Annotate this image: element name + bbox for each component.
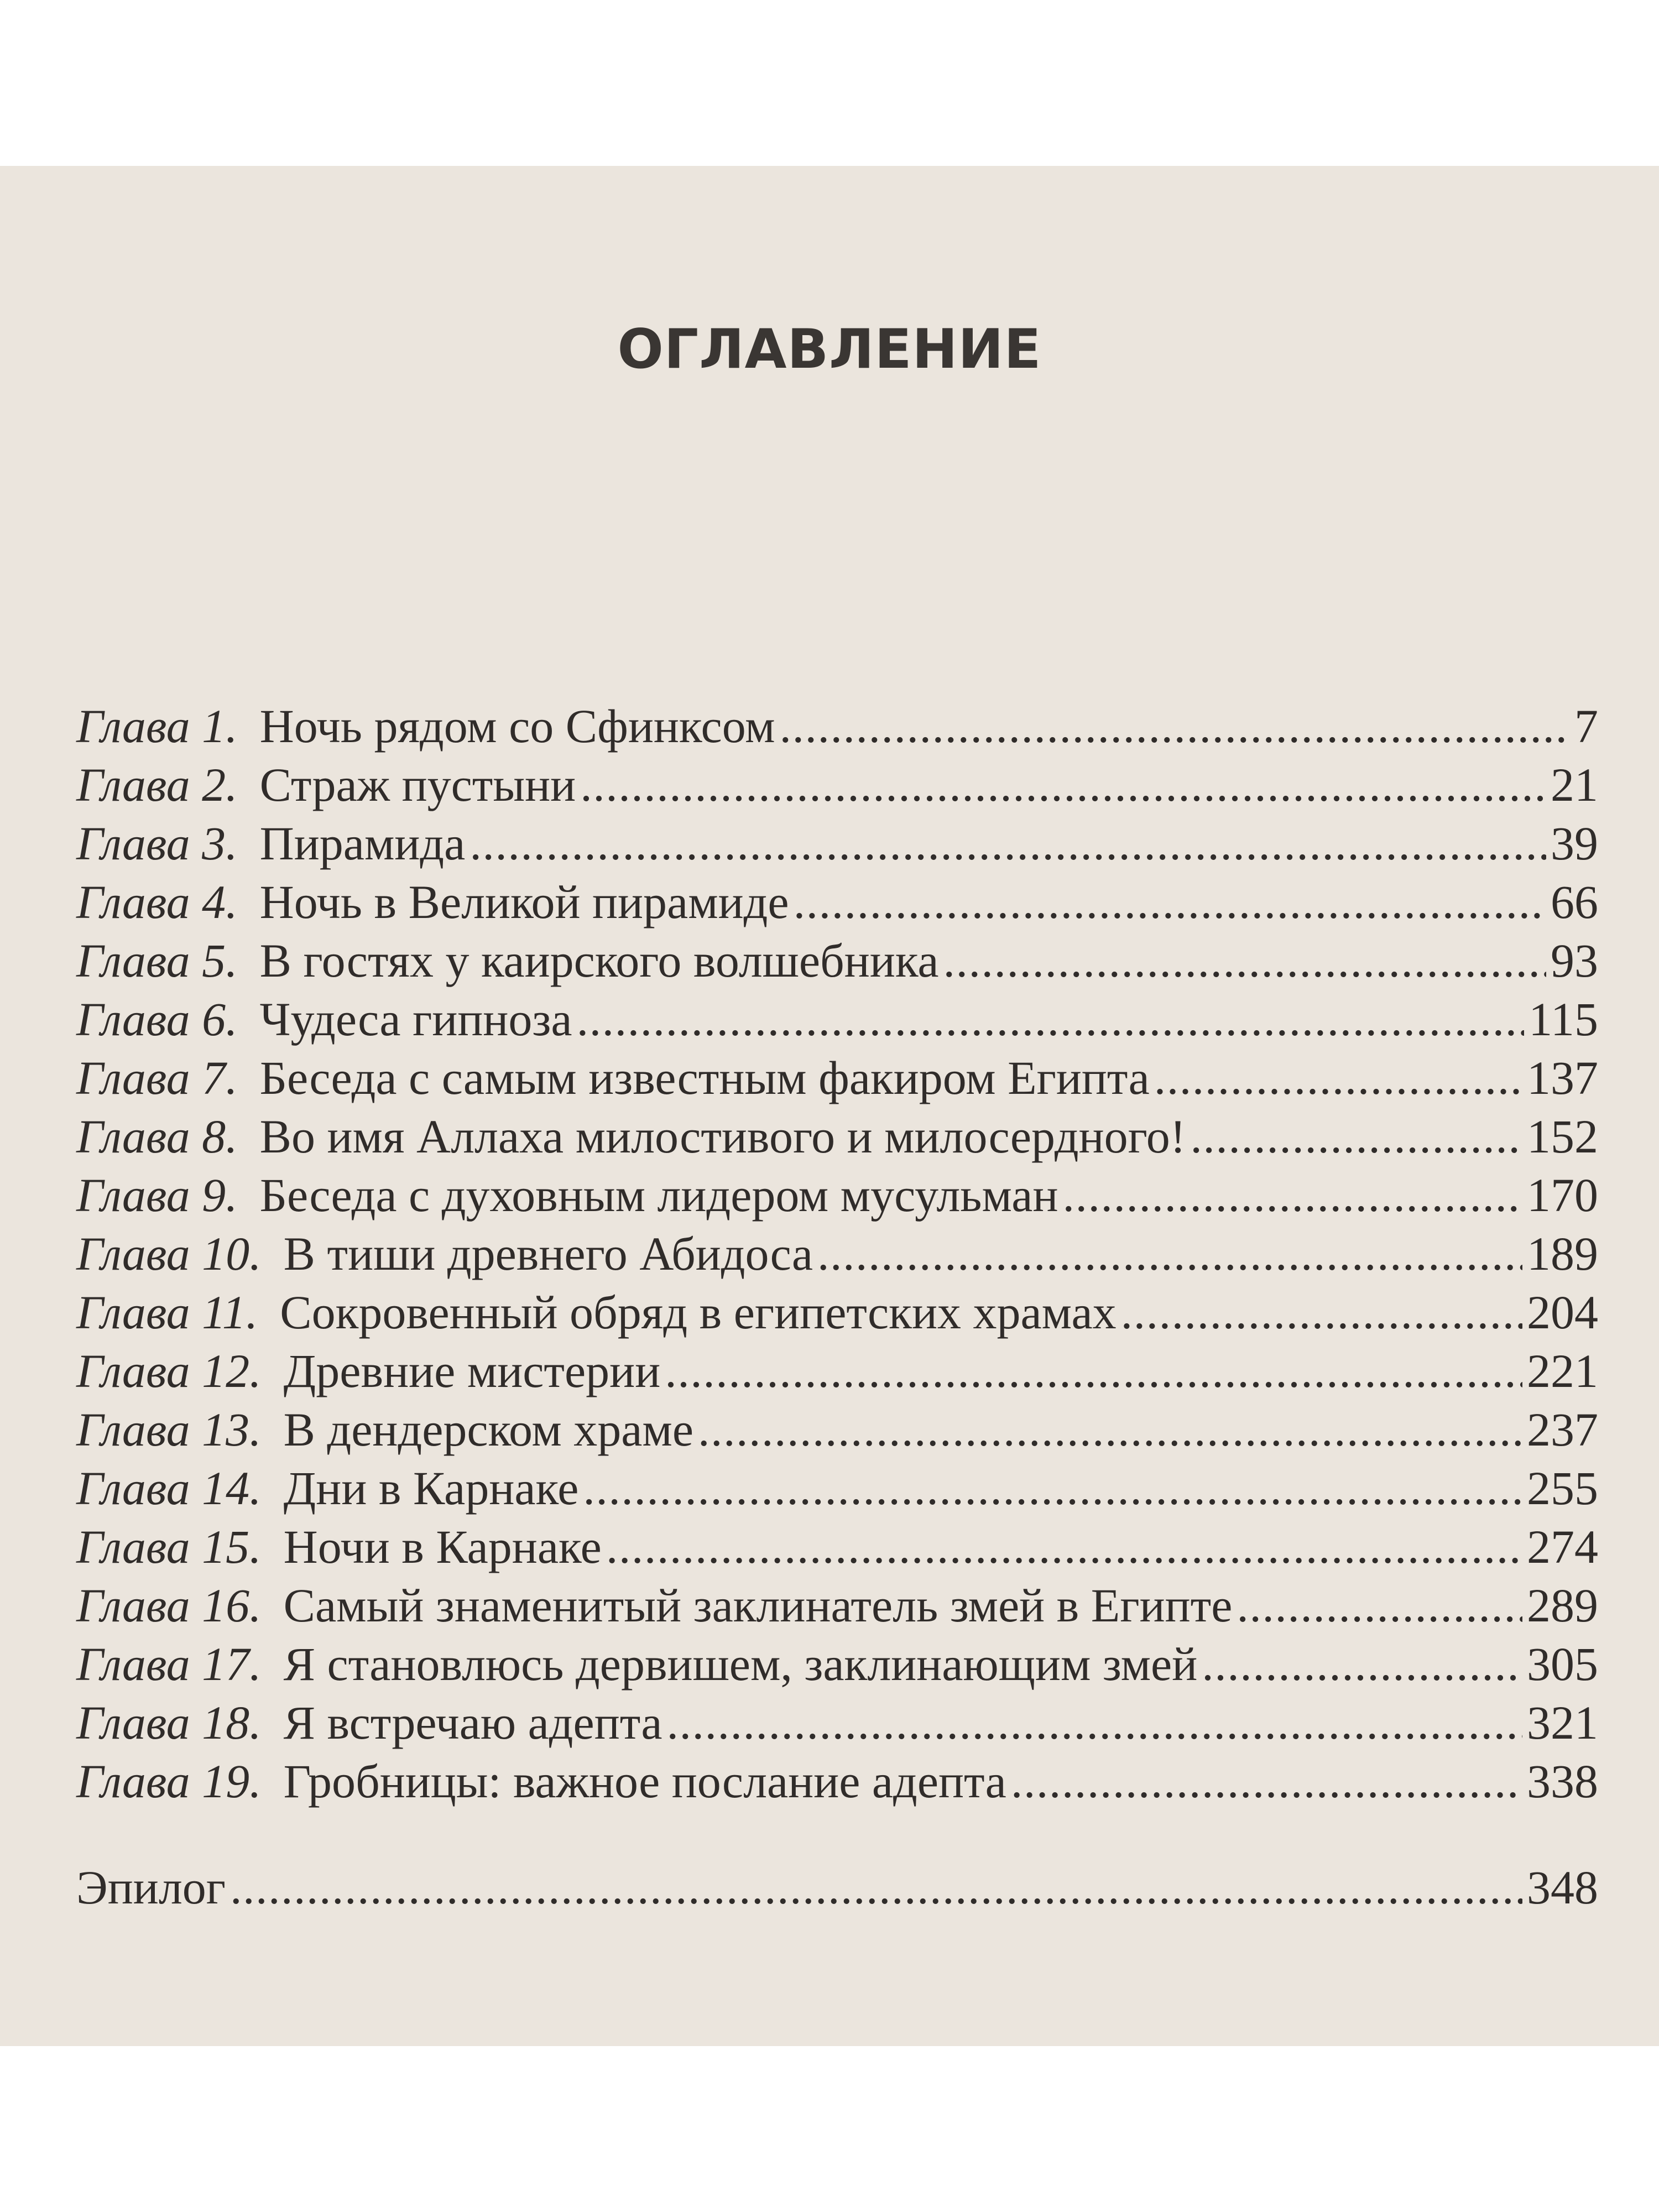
page-number: 338 <box>1527 1755 1598 1808</box>
toc-entry <box>76 931 1598 990</box>
dot-leader <box>667 1693 1522 1752</box>
chapter-number: Глава 3. <box>76 817 238 870</box>
dot-leader <box>230 1858 1522 1917</box>
page-number: 7 <box>1574 700 1598 753</box>
chapter-number: Глава 14. <box>76 1462 262 1515</box>
page-number: 152 <box>1527 1110 1598 1163</box>
chapter-title: Я встречаю адепта <box>283 1696 662 1749</box>
page-number: 255 <box>1527 1462 1598 1515</box>
dot-leader <box>1154 1048 1522 1107</box>
toc-entry <box>76 873 1598 931</box>
dot-leader <box>665 1342 1522 1400</box>
chapter-number: Глава 13. <box>76 1403 262 1456</box>
chapter-number: Глава 11. <box>76 1286 258 1339</box>
dot-leader <box>1121 1283 1522 1342</box>
toc-entry <box>76 1400 1598 1459</box>
chapter-title: Дни в Карнаке <box>283 1462 579 1515</box>
page-number: 348 <box>1527 1861 1598 1914</box>
toc-entry <box>76 1459 1598 1517</box>
dot-leader <box>583 1459 1522 1517</box>
page-number: 39 <box>1551 817 1598 870</box>
chapter-number: Глава 7. <box>76 1051 238 1104</box>
dot-leader <box>606 1517 1522 1576</box>
chapter-title: Ночь в Великой пирамиде <box>259 875 789 928</box>
dot-leader <box>817 1224 1522 1283</box>
page-number: 237 <box>1527 1403 1598 1456</box>
toc-entry <box>76 1107 1598 1166</box>
toc-entry <box>76 814 1598 873</box>
toc-entry <box>76 1517 1598 1576</box>
page-number: 137 <box>1527 1051 1598 1104</box>
dot-leader <box>943 931 1547 990</box>
page-number: 321 <box>1527 1696 1598 1749</box>
chapter-number: Глава 15. <box>76 1520 262 1573</box>
toc-entry <box>76 697 1598 755</box>
dot-leader <box>469 814 1546 873</box>
page-number: 221 <box>1527 1344 1598 1397</box>
chapter-number: Глава 12. <box>76 1344 262 1397</box>
toc-entry <box>76 1693 1598 1752</box>
chapter-number: Глава 8. <box>76 1110 238 1163</box>
epilogue-title: Эпилог <box>76 1861 226 1914</box>
dot-leader <box>1190 1107 1522 1166</box>
toc-entry <box>76 1048 1598 1107</box>
page-number: 189 <box>1527 1227 1598 1280</box>
dot-leader <box>780 697 1571 755</box>
page-number: 93 <box>1551 934 1598 987</box>
chapter-title: В дендерском храме <box>283 1403 694 1456</box>
chapter-title: В тиши древнего Абидоса <box>283 1227 813 1280</box>
toc-entry <box>76 755 1598 814</box>
chapter-title: Беседа с самым известным факиром Египта <box>259 1051 1150 1104</box>
chapter-number: Глава 6. <box>76 993 238 1046</box>
chapter-title: Самый знаменитый заклинатель змей в Египте <box>283 1579 1233 1632</box>
chapter-number: Глава 18. <box>76 1696 262 1749</box>
chapter-title: Ночи в Карнаке <box>283 1520 602 1573</box>
toc-entry <box>76 1342 1598 1400</box>
chapter-number: Глава 10. <box>76 1227 262 1280</box>
dot-leader <box>1202 1635 1522 1693</box>
toc-entry <box>76 1224 1598 1283</box>
chapter-title: Сокровенный обряд в египетских храмах <box>280 1286 1117 1339</box>
dot-leader <box>580 755 1546 814</box>
chapter-number: Глава 17. <box>76 1637 262 1691</box>
chapter-title: Страж пустыни <box>259 758 576 811</box>
chapter-title: Ночь рядом со Сфинксом <box>259 700 775 753</box>
toc-entry <box>76 1752 1598 1811</box>
chapter-number: Глава 16. <box>76 1579 262 1632</box>
book-page <box>0 166 1659 2046</box>
dot-leader <box>1011 1752 1522 1811</box>
toc-entry <box>76 1283 1598 1342</box>
toc-entry <box>76 1166 1598 1224</box>
chapter-title: Чудеса гипноза <box>259 993 572 1046</box>
page-title: ОГЛАВЛЕНИЕ <box>617 318 1042 381</box>
dot-leader <box>698 1400 1522 1459</box>
toc-entry <box>76 1635 1598 1693</box>
page-number: 274 <box>1527 1520 1598 1573</box>
page-number: 289 <box>1527 1579 1598 1632</box>
dot-leader <box>577 990 1525 1048</box>
chapter-title: В гостях у каирского волшебника <box>259 934 939 987</box>
chapter-title: Древние мистерии <box>283 1344 661 1397</box>
chapter-number: Глава 4. <box>76 875 238 928</box>
chapter-title: Во имя Аллаха милостивого и милосердного! <box>259 1110 1186 1163</box>
chapter-number: Глава 5. <box>76 934 238 987</box>
dot-leader <box>1237 1576 1522 1635</box>
page-number: 21 <box>1551 758 1598 811</box>
chapter-number: Глава 2. <box>76 758 238 811</box>
toc-entry <box>76 990 1598 1048</box>
toc-entry-epilogue <box>76 1858 1598 1917</box>
page-number: 170 <box>1527 1168 1598 1222</box>
page-number: 66 <box>1551 875 1598 928</box>
chapter-number: Глава 19. <box>76 1755 262 1808</box>
page-number: 305 <box>1527 1637 1598 1691</box>
dot-leader <box>794 873 1546 931</box>
page-number: 115 <box>1528 993 1598 1046</box>
table-of-contents <box>0 166 1659 2046</box>
toc-entry <box>76 1576 1598 1635</box>
chapter-title: Я становлюсь дервишем, заклинающим змей <box>283 1637 1198 1691</box>
chapter-title: Пирамида <box>259 817 466 870</box>
dot-leader <box>1063 1166 1523 1224</box>
page-number: 204 <box>1527 1286 1598 1339</box>
chapter-title: Гробницы: важное послание адепта <box>283 1755 1006 1808</box>
chapter-number: Глава 9. <box>76 1168 238 1222</box>
chapter-title: Беседа с духовным лидером мусульман <box>259 1168 1058 1222</box>
chapter-number: Глава 1. <box>76 700 238 753</box>
